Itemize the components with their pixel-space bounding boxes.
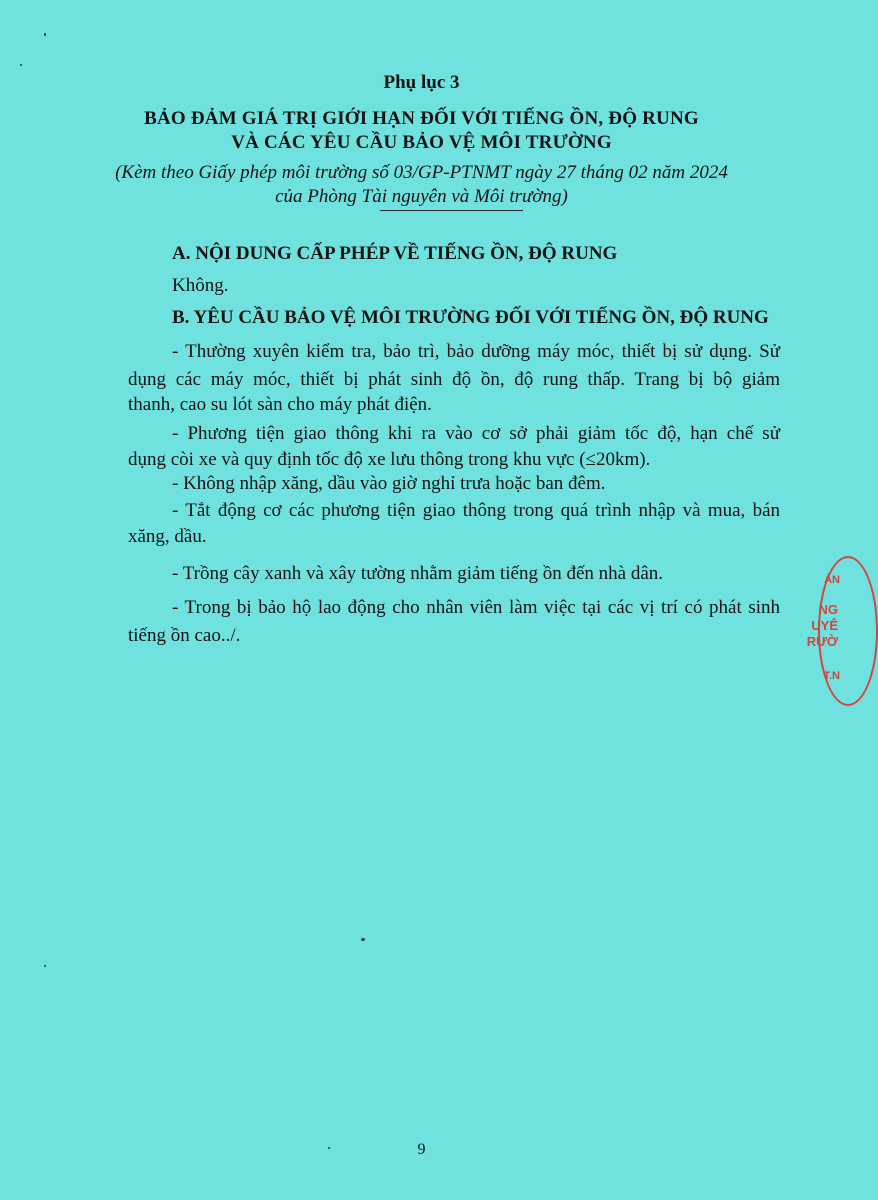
paragraph-line: thanh, cao su lót sàn cho máy phát điện. — [128, 394, 432, 415]
paragraph-line: xăng, dầu. — [128, 526, 207, 547]
scan-speck — [44, 965, 46, 967]
red-stamp-fragment — [806, 556, 858, 706]
document-title-line-2: VÀ CÁC YÊU CẦU BẢO VỆ MÔI TRƯỜNG — [231, 132, 612, 153]
document-title-line-1: BẢO ĐẢM GIÁ TRỊ GIỚI HẠN ĐỐI VỚI TIẾNG ỒN, ĐỘ RUNG — [144, 108, 699, 129]
title-divider — [380, 210, 523, 211]
paragraph-line: - Không nhập xăng, dầu vào giờ nghỉ trưa hoặc ban đêm. — [172, 473, 606, 494]
paragraph-line: - Tắt động cơ các phương tiện giao thông trong quá trình nhập và mua, bán — [172, 500, 780, 521]
scan-speck — [328, 1147, 330, 1149]
scan-speck — [44, 33, 46, 36]
scan-speck — [20, 64, 22, 66]
paragraph-line: dụng còi xe và quy định tốc độ xe lưu thông trong khu vực (≤20km). — [128, 449, 651, 470]
subtitle-line-1: (Kèm theo Giấy phép môi trường số 03/GP-PTNMT ngày 27 tháng 02 năm 2024 — [115, 162, 728, 183]
paragraph-line: - Thường xuyên kiểm tra, bảo trì, bảo dưỡng máy móc, thiết bị sử dụng. Sử — [172, 341, 780, 362]
paragraph-line: dụng các máy móc, thiết bị phát sinh độ ồn, độ rung thấp. Trang bị bộ giảm — [128, 369, 780, 390]
section-a-heading: A. NỘI DUNG CẤP PHÉP VỀ TIẾNG ỒN, ĐỘ RUNG — [172, 243, 618, 264]
section-b-heading: B. YÊU CẦU BẢO VỆ MÔI TRƯỜNG ĐỐI VỚI TIẾNG ỒN, ĐỘ RUNG — [172, 307, 769, 328]
paragraph-line: tiếng ồn cao../. — [128, 625, 241, 646]
section-a-body: Không. — [172, 275, 229, 296]
appendix-label: Phụ lục 3 — [383, 72, 460, 93]
stamp-text: T.N — [823, 670, 840, 682]
paragraph-line: - Trồng cây xanh và xây tường nhằm giảm tiếng ồn đến nhà dân. — [172, 563, 664, 584]
stamp-text: RƯỜ — [806, 634, 838, 649]
stamp-text: ÁN — [824, 574, 840, 586]
subtitle-line-2: của Phòng Tài nguyên và Môi trường) — [275, 186, 568, 207]
scan-speck — [361, 938, 365, 941]
paragraph-line: - Phương tiện giao thông khi ra vào cơ sở phải giảm tốc độ, hạn chế sử — [172, 423, 780, 444]
stamp-text: UYÊ — [811, 618, 838, 633]
page-number: 9 — [417, 1141, 426, 1158]
stamp-text: NG — [818, 602, 838, 617]
paragraph-line: - Trong bị bảo hộ lao động cho nhân viên làm việc tại các vị trí có phát sinh — [172, 597, 780, 618]
